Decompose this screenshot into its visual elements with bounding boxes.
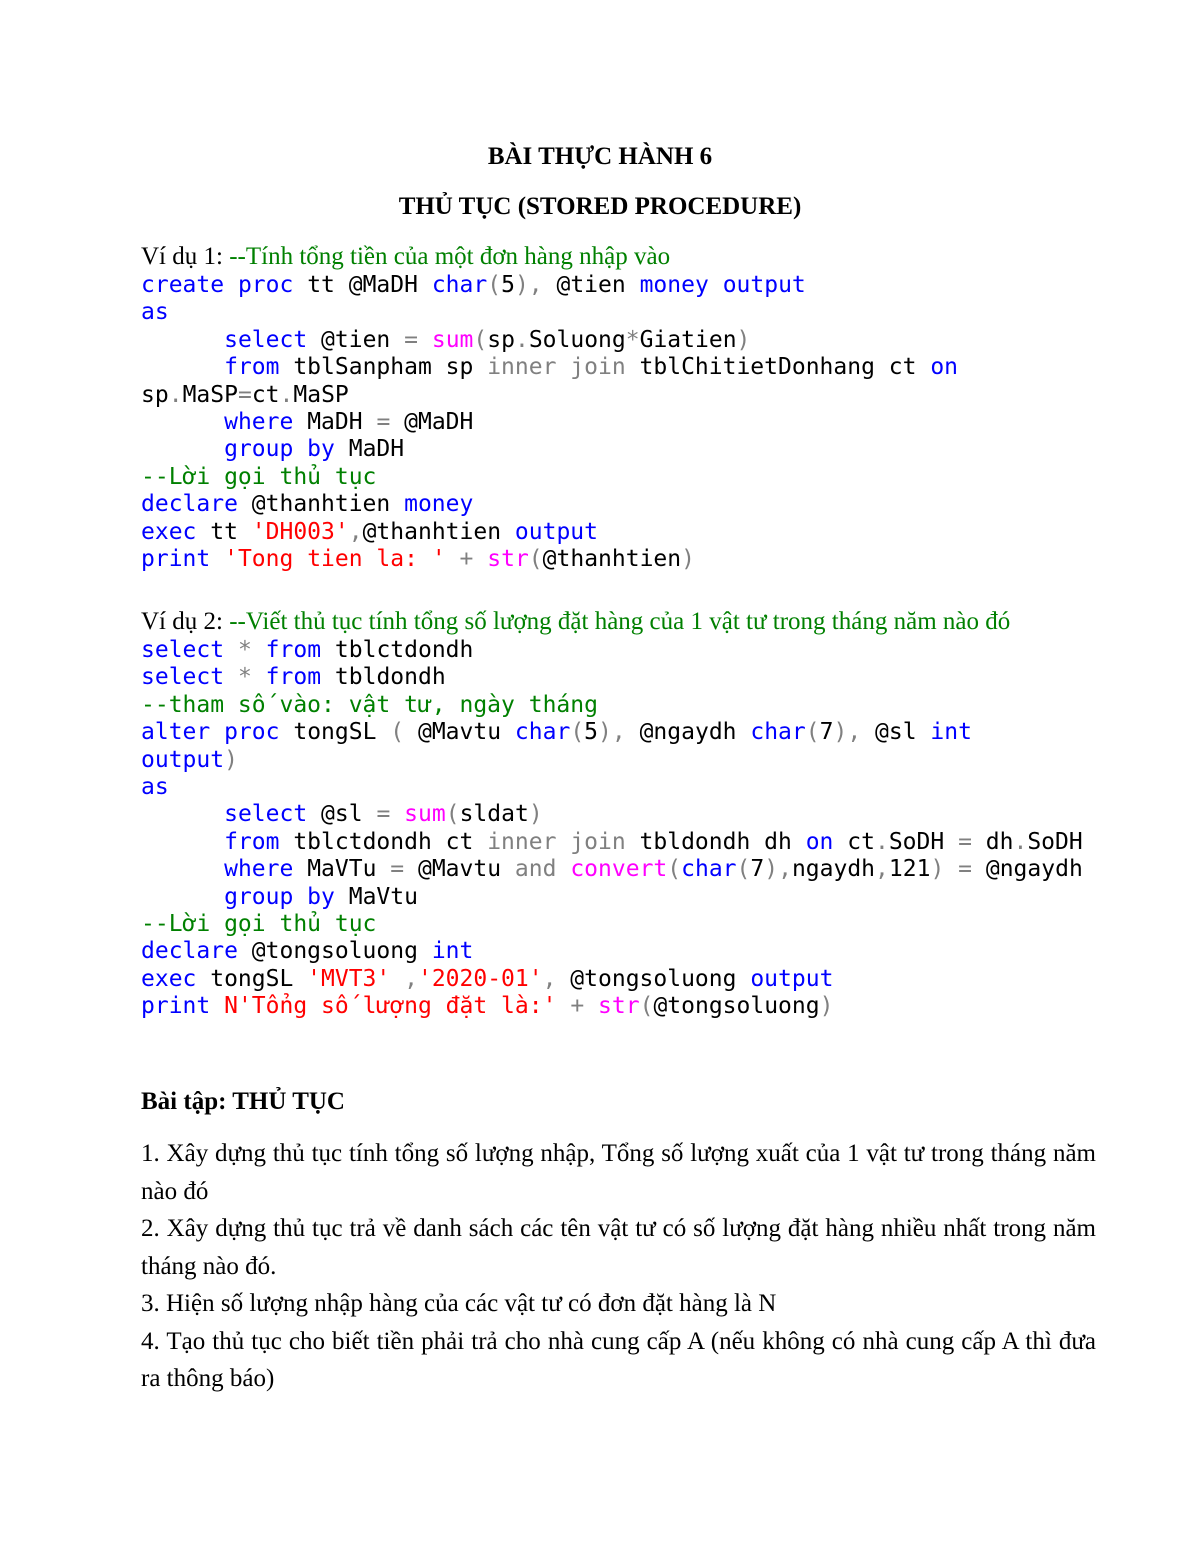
tok: @MaDH — [390, 409, 474, 436]
tok — [224, 664, 238, 690]
tok: @ngaydh — [625, 719, 751, 746]
tok: tblChitietDonhang ct — [625, 354, 931, 381]
tok: . — [279, 381, 294, 408]
tok: where — [224, 409, 294, 436]
tok: ), — [764, 856, 792, 883]
tok: ), — [514, 272, 557, 298]
tok: , — [348, 518, 363, 545]
tok: ngaydh — [791, 856, 876, 883]
tok: = — [958, 856, 973, 883]
tok: @ngaydh — [972, 856, 1083, 883]
tok: @tien — [556, 272, 640, 298]
tok: N'Tổng số lượng đặt là:' — [224, 993, 557, 1020]
tok: tongSL — [279, 719, 391, 746]
tok: and — [514, 856, 557, 883]
tok: inner join — [487, 354, 626, 381]
tok: str — [598, 993, 640, 1020]
tok: , — [875, 856, 889, 883]
example-1-label: Ví dụ 1: — [141, 243, 230, 270]
tok: SoDH — [1027, 828, 1083, 855]
tok: ) — [736, 326, 751, 353]
tok: tongSL — [196, 965, 308, 992]
tok: ( — [528, 546, 543, 573]
tok: , — [390, 965, 418, 992]
tok: * — [625, 326, 640, 353]
tok: from — [265, 637, 322, 663]
tok: 7 — [750, 856, 765, 883]
tok: select — [224, 801, 308, 828]
tok: = — [237, 381, 252, 408]
tok: declare — [141, 938, 238, 965]
tok: . — [514, 326, 529, 353]
tok: group by — [224, 436, 335, 463]
tok: * — [237, 664, 252, 691]
tok: exec — [141, 518, 197, 545]
tok: . — [168, 381, 183, 408]
tok: select — [141, 637, 225, 663]
tok: ( — [805, 719, 820, 746]
code-block-2 — [141, 637, 1083, 1021]
tok: int — [431, 938, 474, 965]
tok: = — [958, 828, 972, 855]
tok: @sl — [307, 801, 377, 828]
tok: as — [141, 774, 169, 801]
tok — [556, 856, 570, 882]
tok: = — [404, 326, 418, 353]
tok: + — [570, 993, 585, 1020]
tok: char — [431, 272, 488, 298]
code-block-1 — [141, 272, 958, 573]
tok: proc — [224, 719, 280, 746]
tok — [141, 354, 224, 380]
tok: select — [224, 326, 308, 353]
tok: output — [141, 746, 225, 773]
tok: 7 — [819, 719, 834, 746]
tok: declare — [141, 491, 238, 518]
exercise-item: 4. Tạo thủ tục cho biết tiền phải trả cho nhà cung cấp A (nếu không có nhà cung cấp A thì đưa ra thông báo) — [141, 1327, 1096, 1392]
tok: on — [805, 828, 834, 855]
tok: @thanhtien — [237, 491, 405, 518]
tok: ct — [833, 828, 875, 855]
tok: where — [224, 856, 294, 883]
tok: ( — [390, 719, 405, 746]
tok: sldat — [459, 801, 529, 828]
tok: sum — [404, 801, 446, 828]
tok: @tongsoluong — [653, 993, 820, 1020]
tok: from — [224, 354, 280, 381]
tok: create — [141, 272, 225, 298]
tok: 5 — [501, 272, 515, 298]
tok: ( — [570, 719, 585, 746]
tok: convert — [570, 856, 668, 883]
tok: @Mavtu — [404, 856, 515, 883]
tok: tblSanpham sp — [279, 354, 488, 381]
tok: , — [542, 965, 557, 992]
tok: char — [681, 856, 737, 883]
tok — [556, 993, 570, 1019]
tok: 5 — [584, 719, 599, 746]
tok: 'MVT3' — [307, 965, 391, 992]
tok: print — [141, 546, 211, 573]
tok: tblctdondh — [321, 637, 474, 663]
tok: @thanhtien — [542, 546, 682, 573]
tok: tbldondh — [321, 664, 446, 691]
tok: output — [514, 518, 598, 545]
tok: sp — [141, 381, 169, 408]
tok — [252, 664, 266, 690]
tok: --tham số vào: vật tư, ngày tháng — [141, 691, 598, 718]
tok — [224, 637, 238, 663]
tok: @Mavtu — [404, 719, 515, 746]
tok: ct — [251, 381, 280, 408]
tok — [141, 884, 224, 910]
tok: + — [459, 546, 474, 573]
tok: SoDH — [888, 828, 959, 855]
tok: ( — [667, 856, 682, 883]
tok: . — [1013, 828, 1028, 855]
tok: alter — [141, 719, 211, 746]
tok: @sl — [861, 719, 931, 746]
tok — [141, 409, 224, 435]
tok — [224, 272, 238, 298]
tok: ( — [473, 326, 488, 353]
tok — [210, 546, 224, 572]
tok: sp — [487, 326, 515, 353]
exercise-title: Bài tập: THỦ TỤC — [141, 1088, 345, 1115]
tok: = — [376, 801, 391, 828]
tok: = — [390, 856, 405, 883]
tok: @tongsoluong — [237, 938, 432, 965]
exercise-item: 2. Xây dựng thủ tục trả về danh sách các tên vật tư có số lượng đặt hàng nhiều nhất trong năm tháng nào đó. — [141, 1215, 1096, 1280]
tok: @tien — [307, 326, 405, 353]
tok — [141, 801, 224, 827]
tok: tt — [196, 518, 252, 545]
page-title: BÀI THỰC HÀNH 6 — [487, 143, 713, 170]
tok: tt @MaDH — [293, 272, 432, 298]
tok: group by — [224, 883, 335, 910]
example-1-comment: --Tính tổng tiền của một đơn hàng nhập vào — [229, 243, 671, 270]
tok: money — [404, 491, 474, 518]
tok: char — [750, 719, 806, 746]
tok: MaVtu — [334, 883, 418, 910]
tok: @thanhtien — [362, 518, 515, 545]
tok: tblctdondh ct — [279, 828, 488, 855]
tok — [141, 327, 224, 353]
tok — [252, 637, 266, 663]
tok: ( — [445, 801, 460, 828]
tok: inner join — [487, 828, 626, 855]
tok: ), — [833, 719, 862, 746]
exercise-item: 3. Hiện số lượng nhập hàng của các vật tư có đơn đặt hàng là N — [141, 1290, 777, 1317]
tok — [141, 436, 224, 462]
tok: MaSP — [293, 381, 349, 408]
tok: MaDH — [293, 409, 377, 436]
tok — [390, 801, 404, 827]
tok: from — [224, 828, 280, 855]
tok: proc — [237, 272, 294, 298]
tok: ) — [224, 746, 238, 773]
tok — [473, 546, 487, 572]
tok: MaVTu — [293, 856, 391, 883]
tok: ) — [819, 993, 834, 1020]
tok: output — [750, 965, 834, 992]
tok: from — [265, 664, 322, 691]
tok: Giatien — [639, 326, 737, 353]
tok: as — [141, 299, 169, 326]
tok: . — [874, 828, 889, 855]
tok: exec — [141, 965, 197, 992]
tok: * — [237, 637, 252, 663]
tok: char — [514, 719, 571, 746]
tok — [210, 719, 224, 745]
tok: --Lời gọi thủ tục — [141, 463, 377, 490]
tok: ) — [528, 801, 543, 828]
tok: on — [930, 354, 959, 381]
tok: ( — [487, 272, 502, 298]
tok: tbldondh dh — [625, 828, 806, 855]
tok — [141, 856, 224, 882]
tok: ) — [930, 856, 945, 883]
tok: 'DH003' — [251, 518, 349, 545]
tok: print — [141, 993, 211, 1020]
tok: 'Tong tien la: ' — [224, 546, 446, 573]
tok: --Lời gọi thủ tục — [141, 911, 377, 938]
tok — [709, 272, 723, 298]
tok: sum — [431, 326, 474, 353]
example-2-comment: --Viết thủ tục tính tổng số lượng đặt hàng của 1 vật tư trong tháng năm nào đó — [229, 608, 1011, 635]
example-2-label: Ví dụ 2: — [141, 608, 230, 635]
page-subtitle: THỦ TỤC (STORED PROCEDURE) — [398, 193, 802, 220]
tok: '2020-01' — [417, 965, 543, 992]
tok: MaSP — [182, 381, 238, 408]
tok — [944, 856, 958, 882]
tok: output — [722, 272, 806, 298]
example-1-heading — [141, 243, 670, 271]
tok: money — [639, 272, 709, 298]
tok: str — [487, 546, 529, 573]
example-2-heading — [141, 608, 1010, 636]
tok: ( — [736, 856, 751, 883]
tok: 121 — [888, 856, 931, 883]
tok: ), — [598, 719, 626, 746]
tok: ( — [639, 993, 654, 1020]
tok — [141, 829, 224, 855]
tok — [446, 546, 460, 572]
tok: = — [376, 409, 391, 436]
tok — [418, 327, 432, 353]
tok: dh — [971, 828, 1014, 855]
tok: select — [141, 664, 225, 691]
tok — [210, 993, 224, 1019]
tok: MaDH — [334, 436, 405, 463]
tok — [584, 993, 598, 1019]
tok: @tongsoluong — [556, 965, 751, 992]
tok: ) — [681, 546, 695, 573]
exercise-item: 1. Xây dựng thủ tục tính tổng số lượng nhập, Tổng số lượng xuất của 1 vật tư trong tháng năm nào đó — [141, 1140, 1096, 1205]
exercise-list — [141, 1135, 1096, 1398]
tok: Soluong — [528, 326, 626, 353]
tok: int — [930, 719, 972, 746]
